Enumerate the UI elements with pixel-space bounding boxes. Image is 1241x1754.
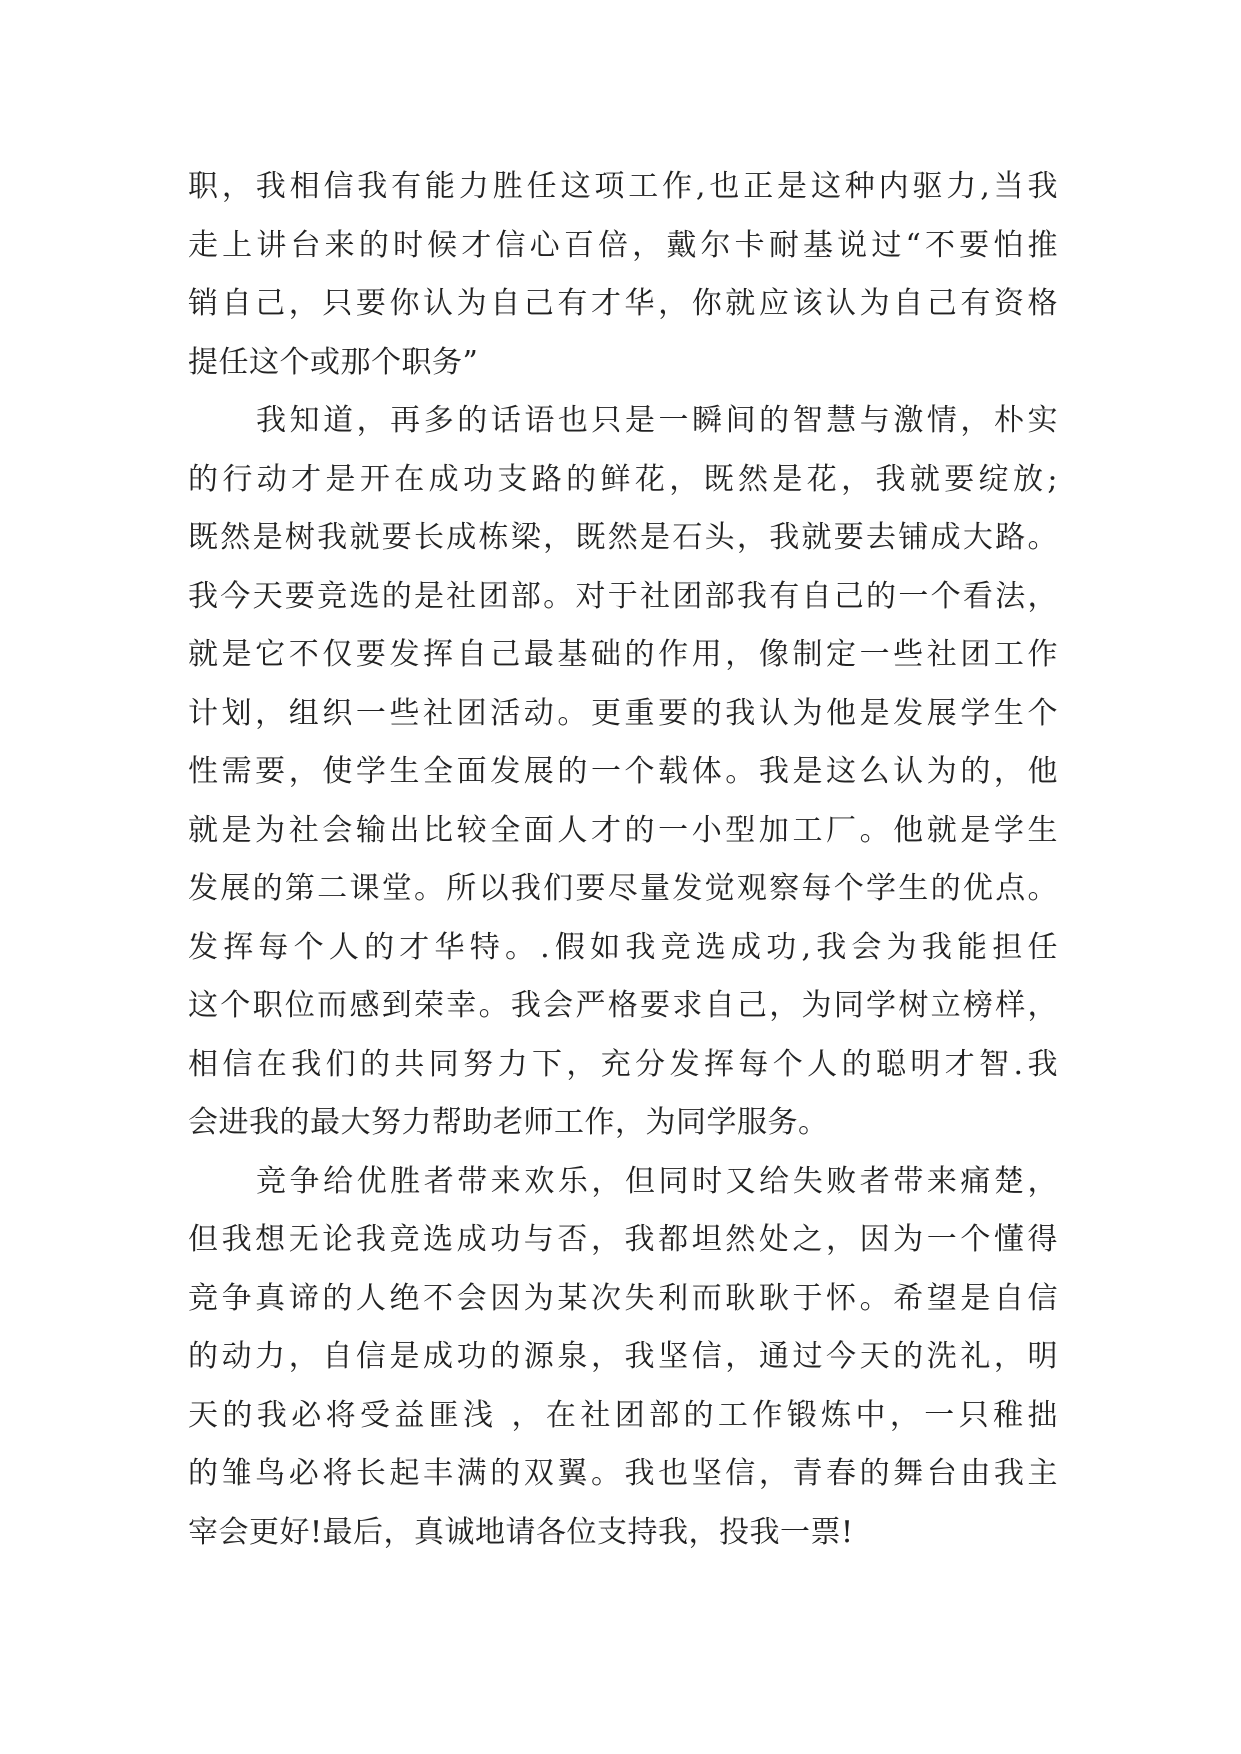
text-line: 销自己，只要你认为自己有才华，你就应该认为自己有资格	[188, 286, 1058, 321]
text-line: 会进我的最大努力帮助老师工作，为同学服务。	[188, 1105, 829, 1140]
text-line: 竞争真谛的人绝不会因为某次失利而耿耿于怀。希望是自信	[188, 1280, 1058, 1316]
text-line: 发挥每个人的才华特。.假如我竞选成功,我会为我能担任	[188, 929, 1058, 965]
text-line: 就是为社会输出比较全面人才的一小型加工厂。他就是学生	[188, 812, 1058, 848]
text-line: 走上讲台来的时候才信心百倍，戴尔卡耐基说过“不要怕推	[188, 227, 1058, 263]
text-line: 计划，组织一些社团活动。更重要的我认为他是发展学生个	[188, 695, 1058, 731]
text-line: 性需要，使学生全面发展的一个载体。我是这么认为的，他	[188, 754, 1058, 789]
text-line: 的动力，自信是成功的源泉，我坚信，通过今天的洗礼，明	[188, 1339, 1058, 1374]
text-line: 但我想无论我竞选成功与否，我都坦然处之，因为一个懂得	[188, 1222, 1058, 1257]
text-line: 这个职位而感到荣幸。我会严格要求自己，为同学树立榜样，	[188, 988, 1058, 1023]
text-line: 宰会更好!最后，真诚地请各位支持我，投我一票!	[188, 1514, 854, 1550]
text-line: 的雏鸟必将长起丰满的双翼。我也坚信，青春的舞台由我主	[188, 1456, 1058, 1491]
text-line: 相信在我们的共同努力下，充分发挥每个人的聪明才智.我	[188, 1046, 1058, 1082]
text-line: 既然是树我就要长成栋梁，既然是石头，我就要去铺成大路。	[188, 520, 1058, 555]
text-line: 我今天要竞选的是社团部。对于社团部我有自己的一个看法，	[188, 578, 1058, 614]
text-line: 竞争给优胜者带来欢乐，但同时又给失败者带来痛楚，	[256, 1163, 1058, 1199]
text-line: 提任这个或那个职务”	[188, 344, 479, 380]
text-line: 发展的第二课堂。所以我们要尽量发觉观察每个学生的优点。	[188, 871, 1058, 906]
text-line: 职，我相信我有能力胜任这项工作,也正是这种内驱力,当我	[188, 169, 1058, 204]
text-line: 天的我必将受益匪浅 ，在社团部的工作锻炼中，一只稚拙	[188, 1397, 1058, 1433]
text-line: 我知道，再多的话语也只是一瞬间的智慧与激情，朴实	[256, 403, 1058, 438]
text-line: 的行动才是开在成功支路的鲜花，既然是花，我就要绽放;	[188, 461, 1058, 497]
text-line: 就是它不仅要发挥自己最基础的作用，像制定一些社团工作	[188, 637, 1058, 672]
body-text	[188, 158, 1058, 1562]
